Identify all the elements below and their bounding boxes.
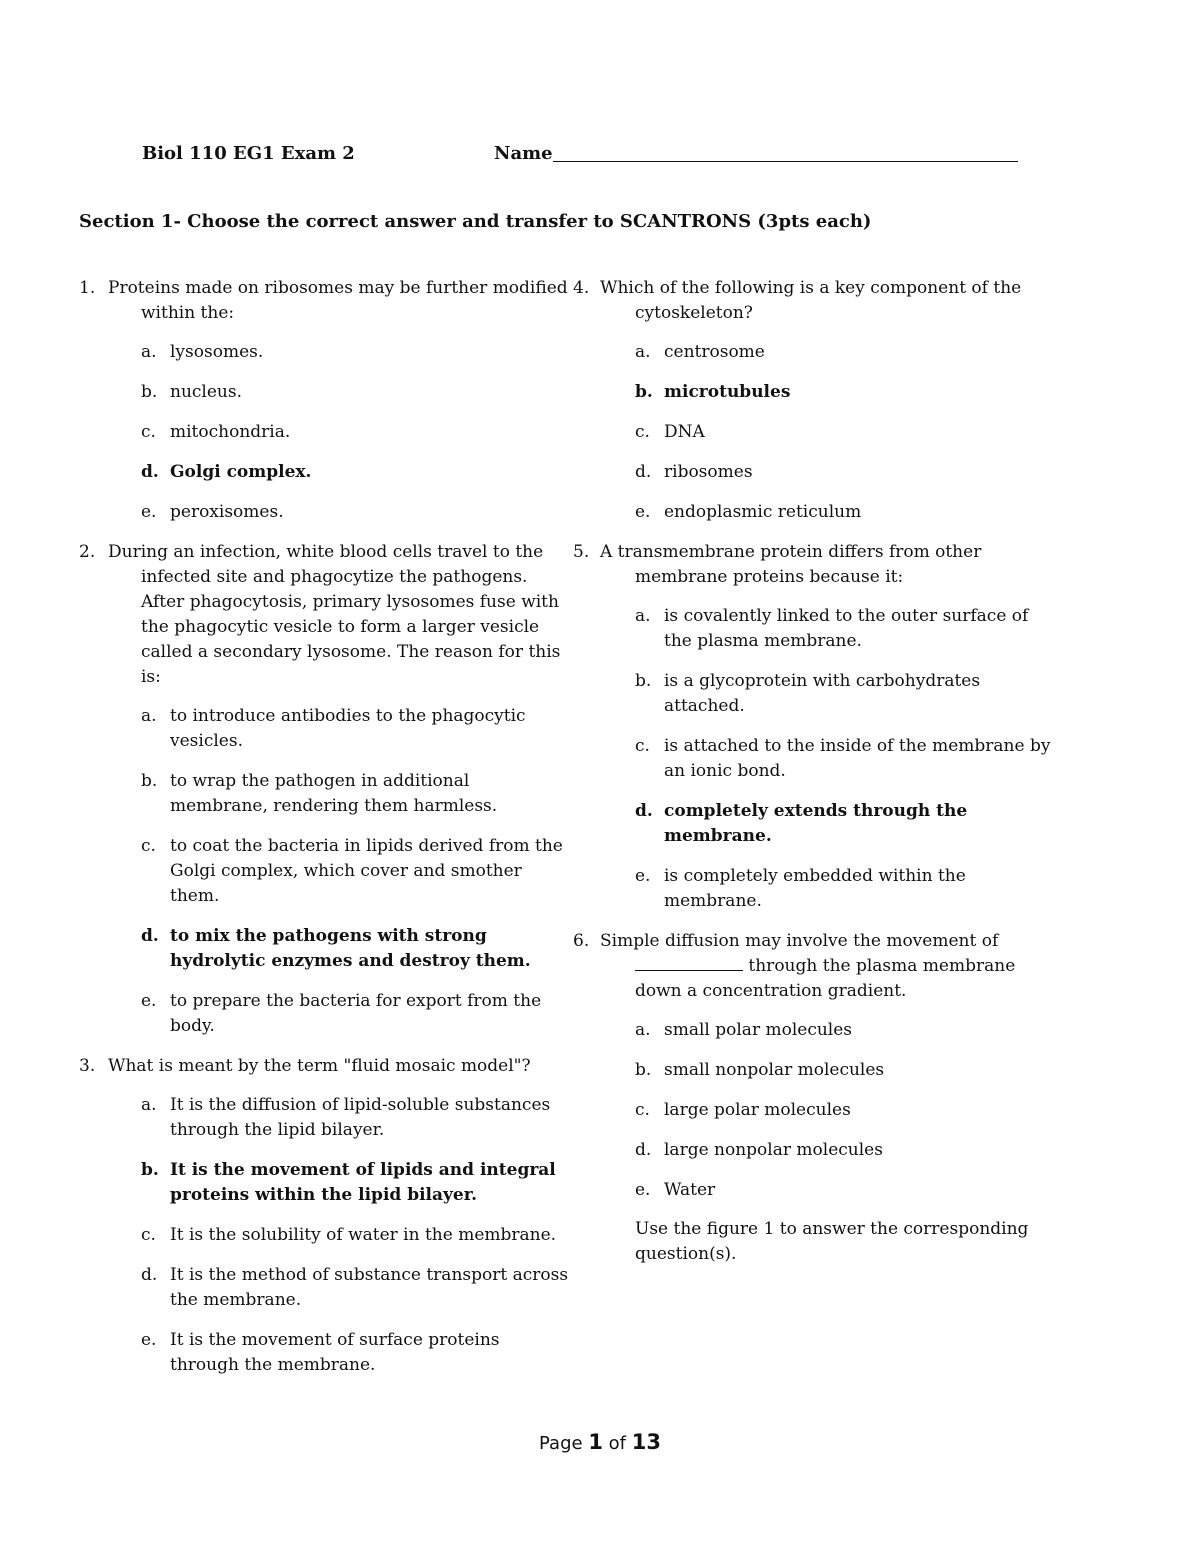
option-a[interactable]: a. is covalently linked to the outer surface of the plasma membrane. <box>635 606 1029 651</box>
question-6 <box>573 929 1058 1267</box>
left-column <box>79 276 569 1393</box>
question-text: A transmembrane protein differs from other membrane proteins because it: <box>600 542 982 587</box>
section-title: Section 1- Choose the correct answer and transfer to SCANTRONS (3pts each) <box>79 211 872 232</box>
question-number: 1. <box>79 278 96 298</box>
option-c[interactable]: c. mitochondria. <box>141 422 291 442</box>
question-3 <box>79 1054 569 1378</box>
question-2 <box>79 540 569 1039</box>
option-e[interactable]: e. endoplasmic reticulum <box>635 502 862 522</box>
option-c[interactable]: c. to coat the bacteria in lipids derived from the Golgi complex, which cover and smother them. <box>141 836 563 906</box>
option-b[interactable]: b. small nonpolar molecules <box>635 1060 885 1080</box>
option-a[interactable]: a. It is the diffusion of lipid-soluble substances through the lipid bilayer. <box>141 1095 551 1140</box>
option-c[interactable]: c. DNA <box>635 422 705 442</box>
question-text: During an infection, white blood cells travel to the infected site and phagocytize the pathogens. After phagocytosis, primary lysosomes fuse with the phagocytic vesicle to form a larger vesicle called a secondary lysosome. The reason for this is: <box>108 542 561 687</box>
option-a[interactable]: a. centrosome <box>635 342 765 362</box>
option-d-correct[interactable]: d. Golgi complex. <box>141 462 312 482</box>
answer-blank <box>635 954 743 971</box>
name-label: Name <box>494 143 553 164</box>
name-blank-line <box>553 161 1018 162</box>
options-list <box>635 604 1058 914</box>
course-title: Biol 110 EG1 Exam 2 <box>142 143 355 164</box>
right-column <box>573 276 1058 1281</box>
page-footer <box>0 1430 1200 1454</box>
question-number: 6. <box>573 931 590 951</box>
option-a[interactable]: a. to introduce antibodies to the phagocytic vesicles. <box>141 706 526 751</box>
option-b[interactable]: b. to wrap the pathogen in additional membrane, rendering them harmless. <box>141 771 498 816</box>
option-e[interactable]: e. It is the movement of surface proteins through the membrane. <box>141 1330 500 1375</box>
options-list <box>635 340 1058 525</box>
option-e[interactable]: e. Water <box>635 1180 716 1200</box>
question-number: 5. <box>573 542 590 562</box>
question-4 <box>573 276 1058 525</box>
question-1 <box>79 276 569 525</box>
question-5 <box>573 540 1058 914</box>
option-b-correct[interactable]: b. microtubules <box>635 382 791 402</box>
page-total: 13 <box>631 1430 661 1454</box>
question-text: What is meant by the term "fluid mosaic model"? <box>108 1056 531 1076</box>
option-b[interactable]: b. is a glycoprotein with carbohydrates attached. <box>635 671 981 716</box>
option-a[interactable]: a. lysosomes. <box>141 342 264 362</box>
option-d-correct[interactable]: d. completely extends through the membrane. <box>635 801 968 846</box>
option-a[interactable]: a. small polar molecules <box>635 1020 853 1040</box>
question-number: 4. <box>573 278 590 298</box>
option-e[interactable]: e. to prepare the bacteria for export from the body. <box>141 991 542 1036</box>
option-b[interactable]: b. nucleus. <box>141 382 242 402</box>
option-d[interactable]: d. large nonpolar molecules <box>635 1140 883 1160</box>
option-d-correct[interactable]: d. to mix the pathogens with strong hydrolytic enzymes and destroy them. <box>141 926 531 971</box>
page-number: 1 <box>588 1430 603 1454</box>
of-word: of <box>608 1433 627 1454</box>
option-d[interactable]: d. ribosomes <box>635 462 753 482</box>
option-c[interactable]: c. large polar molecules <box>635 1100 851 1120</box>
options-list <box>141 704 569 1039</box>
option-b-correct[interactable]: b. It is the movement of lipids and integral proteins within the lipid bilayer. <box>141 1160 556 1205</box>
option-c[interactable]: c. is attached to the inside of the membrane by an ionic bond. <box>635 736 1051 781</box>
options-list <box>635 1018 1058 1203</box>
option-e[interactable]: e. peroxisomes. <box>141 502 284 522</box>
option-d[interactable]: d. It is the method of substance transport across the membrane. <box>141 1265 569 1310</box>
options-list <box>141 340 569 525</box>
question-text: Proteins made on ribosomes may be further modified within the: <box>108 278 568 323</box>
question-number: 3. <box>79 1056 96 1076</box>
page-word: Page <box>539 1433 583 1454</box>
figure-note: Use the figure 1 to answer the corresponding question(s). <box>635 1219 1029 1264</box>
question-text: Which of the following is a key component of the cytoskeleton? <box>600 278 1022 323</box>
question-text: Simple diffusion may involve the movement of through the plasma membrane down a concentration gradient. <box>600 931 1016 1001</box>
question-number: 2. <box>79 542 96 562</box>
option-e[interactable]: e. is completely embedded within the membrane. <box>635 866 966 911</box>
option-c[interactable]: c. It is the solubility of water in the membrane. <box>141 1225 557 1245</box>
options-list <box>141 1093 569 1378</box>
